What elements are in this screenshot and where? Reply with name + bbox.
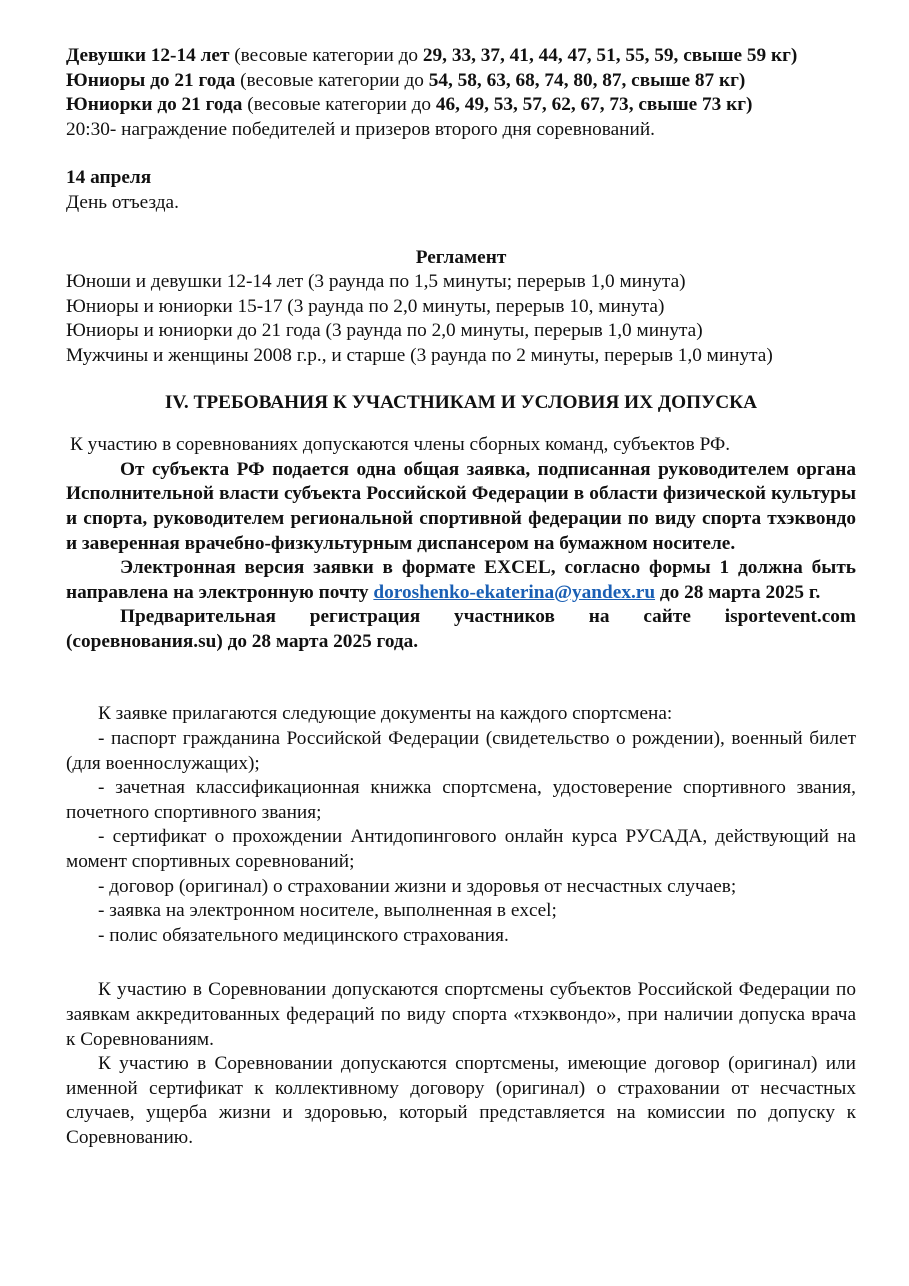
registration-paragraph: Предварительная регистрация участников на сайте isportevent.com (соревнования.su) до 28 марта 2025 года. [66,606,856,652]
category-juniors-men-21: Юниоры до 21 года (весовые категории до 54, 58, 63, 68, 74, 80, 87, свыше 87 кг) [66,69,746,91]
reglament-line: Юноши и девушки 12-14 лет (3 раунда по 1,5 минуты; перерыв 1,0 минута) [66,271,686,293]
reglament-line: Юниоры и юниорки 15-17 (3 раунда по 2,0 минуты, перерыв 10, минута) [66,295,665,317]
category-juniors-women-21: Юниорки до 21 года (весовые категории до 46, 49, 53, 57, 62, 67, 73, свыше 73 кг) [66,94,753,116]
document-item: - зачетная классификационная книжка спортсмена, удостоверение спортивного звания, почетного спортивного звания; [66,777,856,823]
document-item: - заявка на электронном носителе, выполненная в excel; [98,900,557,922]
category-girls-12-14: Девушки 12-14 лет (весовые категории до 29, 33, 37, 41, 44, 47, 51, 55, 59, свыше 59 кг) [66,45,798,66]
day14-text: День отъезда. [66,191,179,213]
application-paragraph: От субъекта РФ подается одна общая заявка, подписанная руководителем органа Исполнительной власти субъекта Российской Федерации в области физической культуры и спорта, руководителем региональной спортивной федерации по виду спорта тхэквондо и заверенная врачебно-физкультурным диспансером на бумажном носителе. [66,458,856,554]
section-4-heading: IV. ТРЕБОВАНИЯ К УЧАСТНИКАМ И УСЛОВИЯ ИХ ДОПУСКА [164,391,758,413]
insurance-paragraph: К участию в Соревновании допускаются спортсмены, имеющие договор (оригинал) или именной сертификат к коллективному договору (оригинал) о страховании от несчастных случаев, ущерба жизни и здоровью, который представляется на комиссии по допуску к Соревнованию. [66,1053,856,1148]
admission-paragraph: К участию в Соревновании допускаются спортсмены субъектов Российской Федерации по заявкам аккредитованных федераций по виду спорта «тхэквондо», при наличии допуска врача к Соревнованиям. [66,979,856,1050]
reglament-line: Мужчины и женщины 2008 г.р., и старше (3 раунда по 2 минуты, перерыв 1,0 минута) [66,344,773,366]
email-link[interactable]: doroshenko-ekaterina@yandex.ru [373,581,656,603]
documents-intro: К заявке прилагаются следующие документы на каждого спортсмена: [98,703,673,725]
document-page [66,44,856,1151]
document-item: - паспорт гражданина Российской Федерации (свидетельство о рождении), военный билет (для военнослужащих); [66,728,856,774]
section-4-intro: К участию в соревнованиях допускаются члены сборных команд, субъектов РФ. [70,434,731,456]
award-line: 20:30- награждение победителей и призеров второго дня соревнований. [66,118,655,140]
reglament-line: Юниоры и юниорки до 21 года (3 раунда по 2,0 минуты, перерыв 1,0 минута) [66,320,703,342]
document-item: - полис обязательного медицинского страхования. [98,924,509,946]
document-item: - сертификат о прохождении Антидопингового онлайн курса РУСАДА, действующий на момент спортивных соревнований; [66,826,856,873]
document-item: - договор (оригинал) о страховании жизни и здоровья от несчастных случаев; [98,875,737,897]
reglament-title: Регламент [415,246,507,268]
electronic-version-paragraph: Электронная версия заявки в формате EXCEL, согласно формы 1 должна быть направлена на электронную почту doroshenko-ekaterina@yandex.ru до 28 марта 2025 г. [66,557,856,603]
day14-date: 14 апреля [66,167,152,189]
